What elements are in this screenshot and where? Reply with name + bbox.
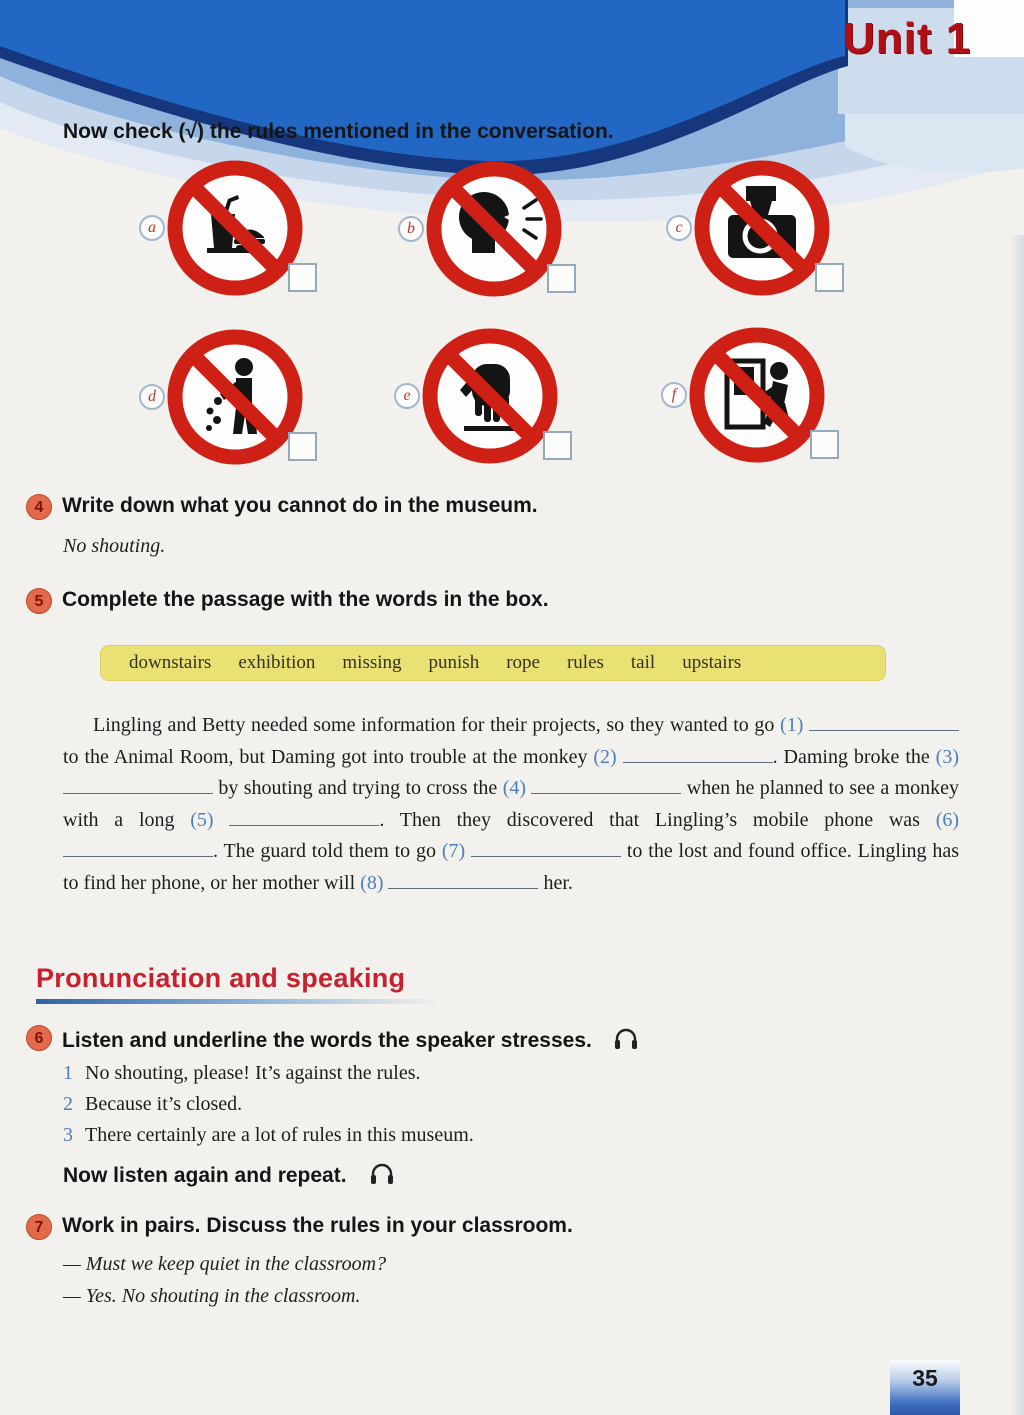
checkbox-d[interactable]: [288, 432, 317, 461]
passage-blank[interactable]: [531, 779, 681, 794]
check-instruction: Now check (√) the rules mentioned in the conversation.: [63, 120, 614, 143]
item-number: 2: [63, 1093, 73, 1115]
page-number-tab: [890, 1360, 960, 1415]
checkbox-f[interactable]: [810, 430, 839, 459]
passage-blank[interactable]: [388, 874, 538, 889]
no-eating-drinking-icon: [165, 158, 305, 298]
passage-blank[interactable]: [623, 748, 773, 763]
headphones-icon: [368, 1160, 396, 1186]
sign-no-touching: [403, 326, 590, 476]
sign-letter-c: c: [666, 215, 692, 241]
no-touching-icon: [420, 326, 560, 466]
word-option: tail: [630, 652, 656, 673]
passage-blank[interactable]: [809, 716, 959, 731]
sign-letter-f: f: [661, 382, 687, 408]
checkbox-c[interactable]: [815, 263, 844, 292]
sign-letter-b: b: [398, 216, 424, 242]
passage-blank[interactable]: [471, 842, 621, 857]
sign-letter-a: a: [139, 215, 165, 241]
activity6-badge: 6: [26, 1025, 52, 1051]
blank-number: (2): [593, 745, 617, 768]
passage: Lingling and Betty needed some information for their projects, so they wanted to go (1) to the Animal Room, but Daming got into trouble at the monkey (2) . Daming broke the (3) by shouting and trying to cross the (4) when he planned to see a monkey with a long (5) . Then they discovered that Lingling’s mobile phone was (6) . The guard told them to go (7) to the lost and found office. Lingling has to find her phone, or her mother will (8) her.: [63, 714, 960, 894]
passage-blank[interactable]: [63, 842, 213, 857]
no-shouting-icon: [424, 159, 564, 299]
blank-number: (6): [935, 808, 960, 831]
word-option: exhibition: [238, 652, 316, 673]
listen-item: [63, 1062, 421, 1085]
section-heading-underline: [36, 999, 438, 1004]
page-number: 35: [912, 1365, 938, 1391]
passage-blank[interactable]: [63, 779, 213, 794]
activity7-badge: 7: [26, 1214, 52, 1240]
page-edge-shading: [1010, 235, 1024, 1415]
dialogue-line: — Yes. No shouting in the classroom.: [63, 1285, 361, 1307]
word-option: punish: [428, 652, 480, 673]
item-text: There certainly are a lot of rules in this museum.: [85, 1124, 474, 1146]
passage-blank[interactable]: [229, 811, 379, 826]
checkbox-e[interactable]: [543, 431, 572, 460]
item-text: No shouting, please! It’s against the rules.: [85, 1062, 421, 1084]
no-entry-icon: [687, 325, 827, 465]
checkbox-b[interactable]: [547, 264, 576, 293]
word-option: rope: [506, 652, 540, 673]
blank-number: (7): [441, 840, 466, 862]
activity6-title: [62, 1025, 640, 1053]
listen-item: [63, 1093, 242, 1116]
sign-no-entry: [671, 325, 857, 475]
blank-number: (4): [502, 777, 527, 799]
repeat-instruction-text: Now listen again and repeat.: [63, 1164, 347, 1187]
section-heading: Pronunciation and speaking: [36, 963, 406, 993]
item-number: 3: [63, 1124, 73, 1146]
blank-number: (8): [360, 871, 384, 894]
activity7-title: Work in pairs. Discuss the rules in your classroom.: [62, 1214, 573, 1237]
activity4-title: Write down what you cannot do in the museum.: [62, 494, 538, 517]
sign-letter-d: d: [139, 384, 165, 410]
sign-no-shouting: [407, 159, 594, 309]
activity4-badge: 4: [26, 494, 52, 520]
no-photography-icon: [692, 158, 832, 298]
headphones-icon: [612, 1025, 640, 1051]
dialogue-line: — Must we keep quiet in the classroom?: [63, 1253, 387, 1275]
word-option: missing: [342, 652, 402, 673]
repeat-instruction: [63, 1160, 396, 1188]
activity5-badge: 5: [26, 588, 52, 614]
blank-number: (3): [935, 745, 959, 768]
activity4-sample-answer: No shouting.: [63, 535, 166, 557]
sign-no-eating-drinking: [148, 158, 335, 308]
word-option: rules: [566, 652, 604, 673]
sign-letter-e: e: [394, 383, 420, 409]
activity5-title: Complete the passage with the words in the box.: [62, 588, 549, 611]
checkbox-a[interactable]: [288, 263, 317, 292]
sign-no-photography: [675, 158, 862, 308]
unit-title: Unit 1: [843, 14, 972, 63]
no-littering-icon: [165, 327, 305, 467]
item-text: Because it’s closed.: [85, 1093, 243, 1115]
listen-item: [63, 1124, 474, 1147]
blank-number: (5): [190, 808, 214, 831]
word-option: downstairs: [129, 652, 212, 673]
sign-no-littering: [148, 327, 335, 477]
activity6-title-text: Listen and underline the words the speaker stresses.: [62, 1029, 592, 1052]
blank-number: (1): [780, 714, 804, 736]
word-option: upstairs: [682, 652, 742, 673]
word-box: [100, 645, 886, 681]
item-number: 1: [63, 1062, 73, 1084]
